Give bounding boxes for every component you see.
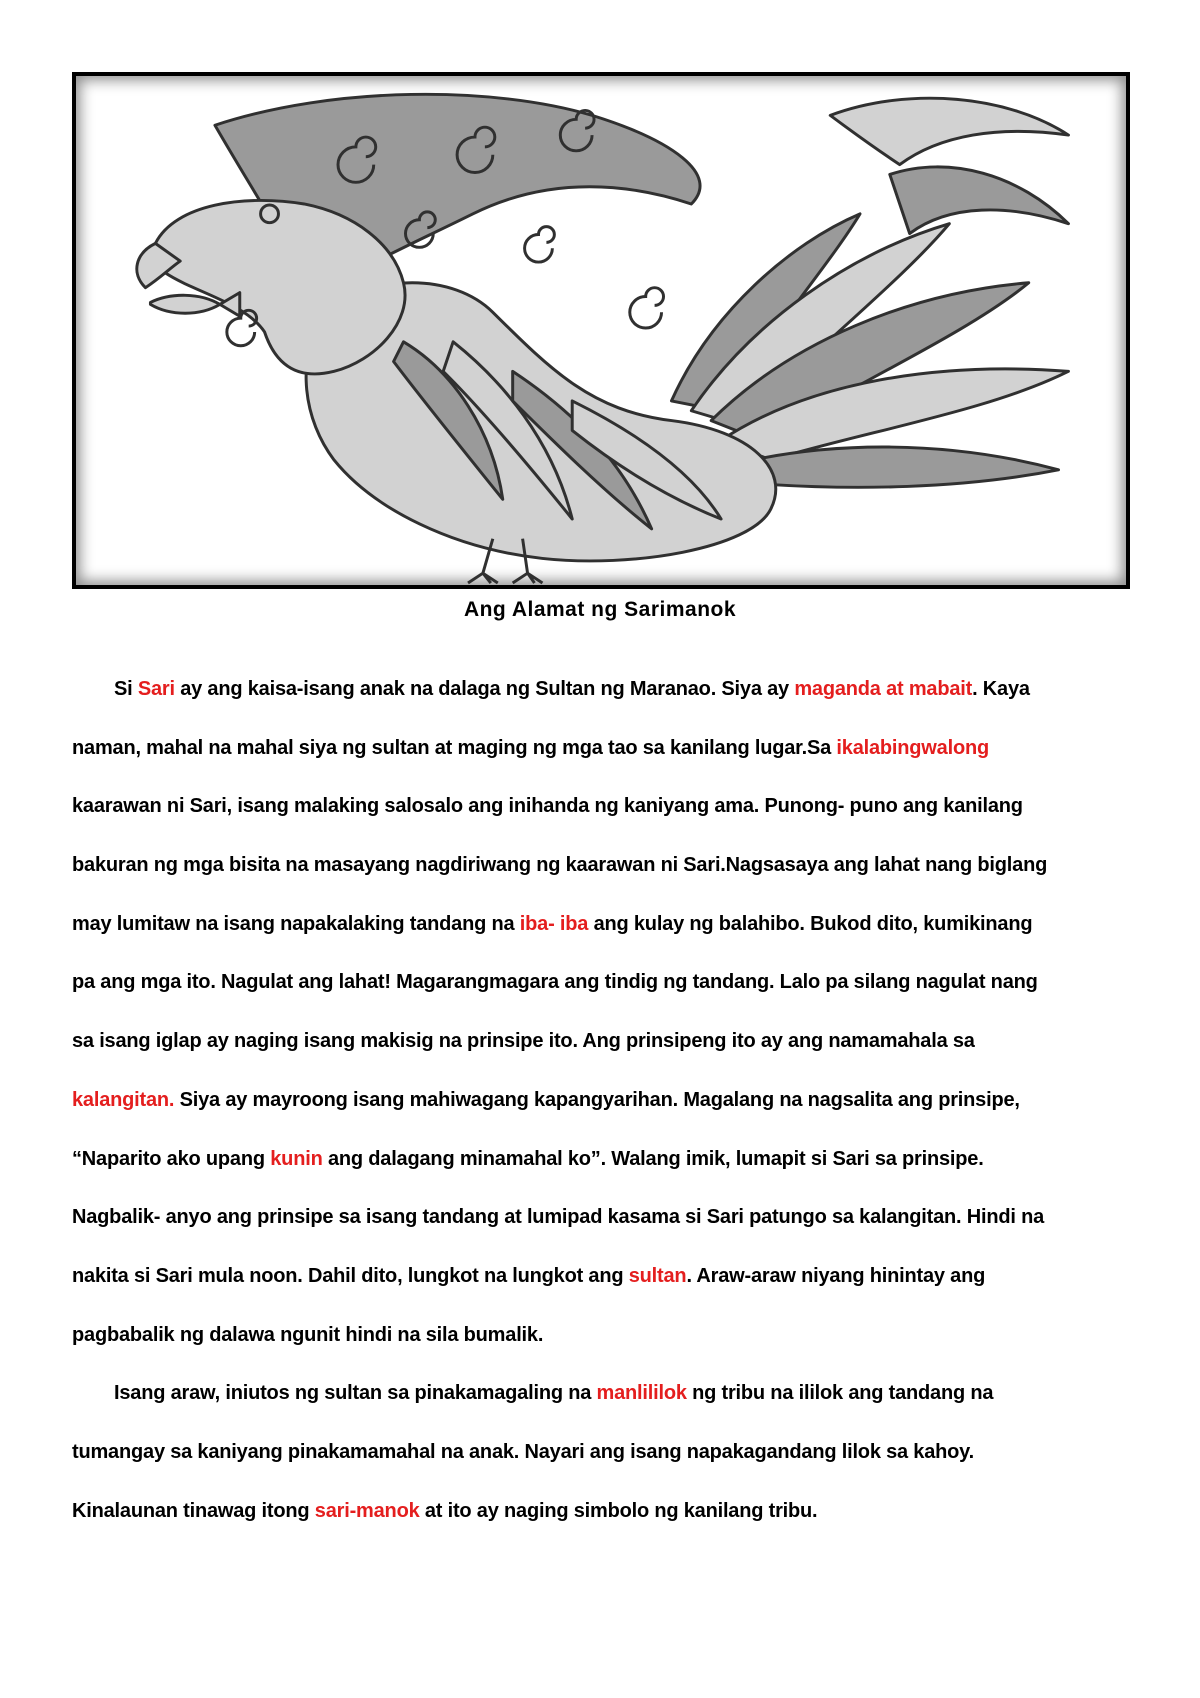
- text-segment: . Araw-araw niyang hinintay ang: [686, 1264, 986, 1287]
- text-segment: Kinalaunan tinawag itong: [72, 1499, 315, 1522]
- swirl: [630, 288, 664, 328]
- highlighted-word: manlililok: [596, 1382, 687, 1405]
- text-line: [72, 895, 1132, 954]
- text-segment: Siya ay mayroong isang mahiwagang kapangyarihan. Magalang na nagsalita ang prinsipe,: [174, 1088, 1020, 1111]
- highlighted-word: iba- iba: [519, 912, 589, 935]
- highlighted-word: sultan: [628, 1264, 687, 1287]
- page-title: Ang Alamat ng Sarimanok: [463, 598, 737, 621]
- highlighted-word: kunin: [270, 1147, 323, 1170]
- highlighted-word: sari-manok: [314, 1499, 420, 1522]
- text-segment: may lumitaw na isang napakalaking tandang na: [72, 912, 520, 935]
- text-line: [72, 1130, 1132, 1189]
- text-line: [72, 1364, 1132, 1423]
- text-segment: ang dalagang minamahal ko”. Walang imik, lumapit si Sari sa prinsipe.: [322, 1147, 984, 1170]
- text-segment: Si: [114, 678, 138, 700]
- text-segment: Isang araw, iniutos ng sultan sa pinakamagaling na: [114, 1382, 597, 1405]
- text-line: [72, 1012, 1132, 1071]
- text-segment: naman, mahal na mahal siya ng sultan at maging ng mga tao sa kanilang lugar.Sa: [72, 736, 837, 759]
- text-segment: ang kulay ng balahibo. Bukod dito, kumikinang: [588, 912, 1033, 935]
- text-line: [72, 953, 1132, 1012]
- tail-feather-curl: [830, 98, 1068, 164]
- highlighted-word: maganda at mabait: [794, 678, 973, 700]
- sarimanok-illustration: [76, 76, 1126, 585]
- text-segment: “Naparito ako upang: [72, 1147, 271, 1170]
- highlighted-word: ikalabingwalong: [836, 736, 989, 759]
- text-segment: tumangay sa kaniyang pinakamamahal na anak. Nayari ang isang napakagandang lilok sa kahoy.: [72, 1440, 974, 1463]
- highlighted-word: Sari: [137, 678, 175, 700]
- text-segment: sa isang iglap ay naging isang makisig na prinsipe ito. Ang prinsipeng ito ay ang namamahala sa: [72, 1030, 975, 1053]
- text-line: [72, 1306, 1132, 1365]
- swirl: [525, 227, 555, 262]
- text-segment: . Kaya: [972, 678, 1030, 700]
- text-segment: nakita si Sari mula noon. Dahil dito, lungkot na lungkot ang: [72, 1264, 629, 1287]
- text-line: [72, 1247, 1132, 1306]
- text-segment: ay ang kaisa-isang anak na dalaga ng Sultan ng Maranao. Siya ay: [174, 678, 795, 700]
- text-line: [72, 719, 1132, 778]
- text-segment: kaarawan ni Sari, isang malaking salosalo ang inihanda ng kaniyang ama. Punong- puno ang kanilang: [72, 795, 1023, 818]
- text-segment: pagbabalik ng dalawa ngunit hindi na sila bumalik.: [72, 1323, 544, 1346]
- text-segment: ng tribu na ililok ang tandang na: [686, 1382, 994, 1405]
- tail-feather: [890, 167, 1069, 234]
- story-text: [72, 660, 1132, 1540]
- text-line: [72, 777, 1132, 836]
- highlighted-word: kalangitan.: [72, 1088, 175, 1111]
- text-line: [72, 1071, 1132, 1130]
- text-segment: at ito ay naging simbolo ng kanilang tribu.: [419, 1499, 818, 1522]
- text-segment: bakuran ng mga bisita na masayang nagdiriwang ng kaarawan ni Sari.Nagsasaya ang lahat nang biglang: [72, 854, 1048, 877]
- text-line: [72, 1188, 1132, 1247]
- text-line: [72, 1423, 1132, 1482]
- illustration-frame: [72, 72, 1130, 589]
- text-segment: pa ang mga ito. Nagulat ang lahat! Magarangmagara ang tindig ng tandang. Lalo pa silang nagulat nang: [72, 971, 1038, 994]
- text-line: [72, 660, 1132, 719]
- text-line: [72, 836, 1132, 895]
- text-line: [72, 1482, 1132, 1541]
- text-segment: Nagbalik- anyo ang prinsipe sa isang tandang at lumipad kasama si Sari patungo sa kalangitan. Hindi na: [72, 1206, 1045, 1229]
